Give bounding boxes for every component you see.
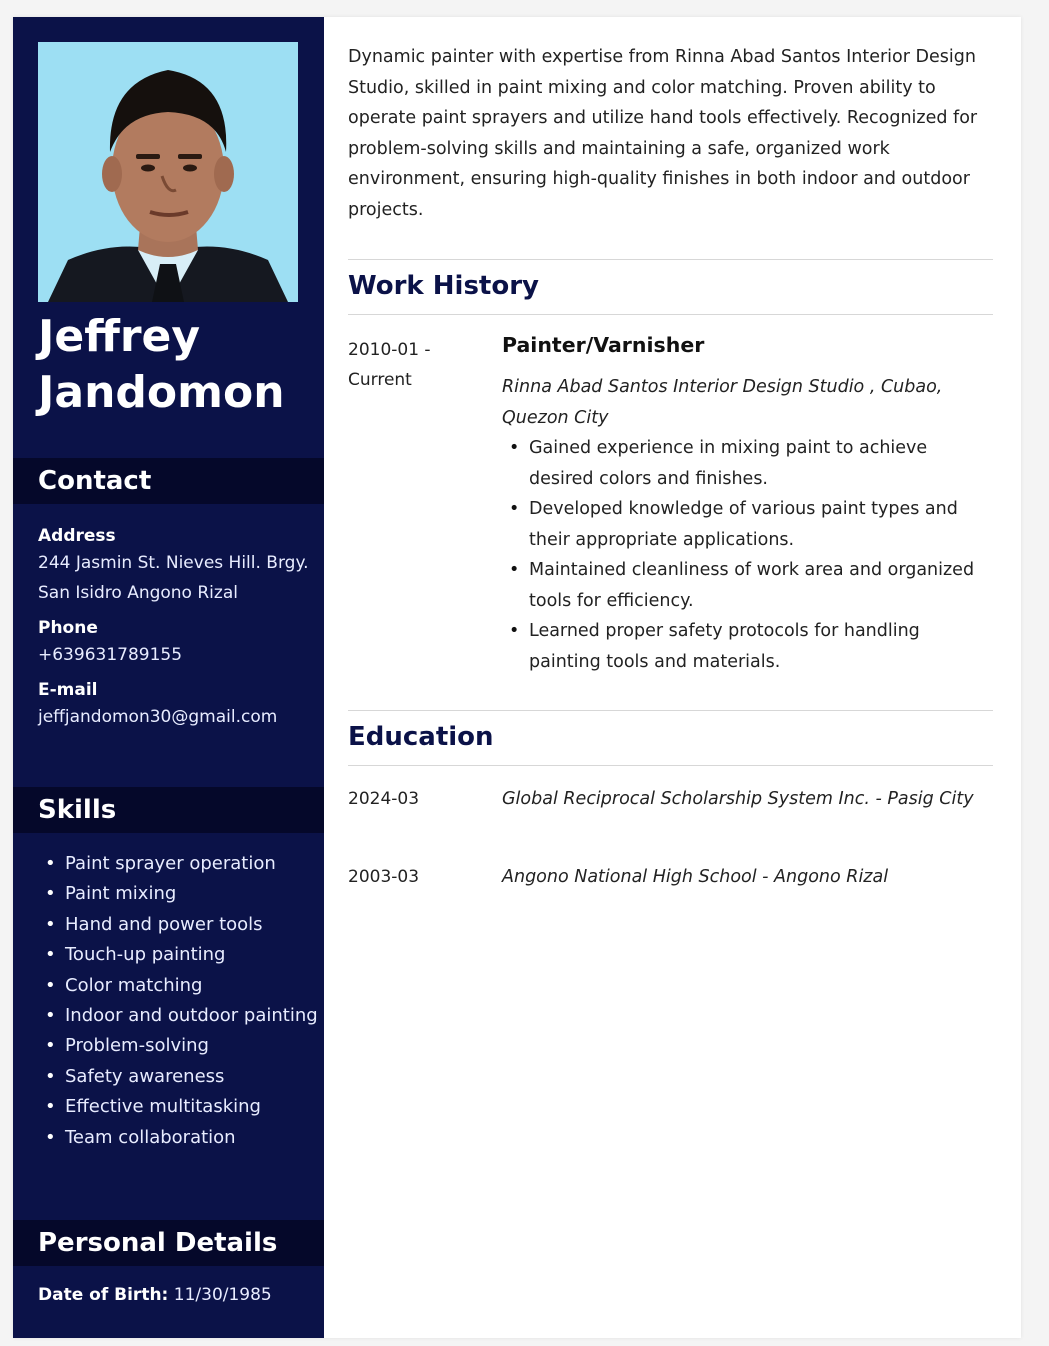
profile-photo-illustration [38,42,298,302]
first-name: Jeffrey [38,311,201,362]
phone-value: +639631789155 [38,645,183,665]
education-date: 2003-03 [348,867,420,887]
skill-item: • Team collaboration [38,1123,318,1153]
resume-page [13,17,1021,1338]
last-name: Jandomon [38,367,285,418]
skill-item: • Problem-solving [38,1031,318,1061]
education-date: 2024-03 [348,789,420,809]
skill-item: • Indoor and outdoor painting [38,1001,318,1031]
skill-item: • Paint sprayer operation [38,849,318,879]
sidebar [13,17,324,1338]
professional-summary: Dynamic painter with expertise from Rinna Abad Santos Interior Design Studio, skilled in paint mixing and color matching. Proven ability to operate paint sprayers and utilize hand tools effectively. Recognized for problem-solving skills and maintaining a safe, organized work environment, ensuring high-quality finishes in both indoor and outdoor projects. [348,47,978,220]
email-value: jeffjandomon30@gmail.com [38,707,278,727]
dob-label: Date of Birth: [38,1285,169,1305]
skill-item: • Safety awareness [38,1062,318,1092]
job-date: 2010-01 - Current [348,340,431,390]
job-duties [502,433,994,677]
profile-photo [38,42,298,302]
candidate-name [38,309,318,421]
education-school: Global Reciprocal Scholarship System Inc. - Pasig City [502,789,974,809]
work-history-title: Work History [348,271,539,301]
contact-header [13,458,324,504]
job-company: Rinna Abad Santos Interior Design Studio , Cubao, Quezon City [502,377,943,428]
skills-list [38,849,318,1153]
phone-label: Phone [38,618,98,638]
skill-item: • Paint mixing [38,879,318,909]
date-of-birth [38,1285,272,1305]
dob-value: 11/30/1985 [173,1285,272,1305]
personal-details-title: Personal Details [38,1228,278,1258]
email-label: E-mail [38,680,98,700]
duty-item: • Gained experience in mixing paint to achieve desired colors and finishes. [502,433,994,494]
skill-item: • Effective multitasking [38,1092,318,1122]
duty-item: • Maintained cleanliness of work area and organized tools for efficiency. [502,555,994,616]
divider [348,765,993,766]
divider [348,710,993,711]
duty-item: • Developed knowledge of various paint types and their appropriate applications. [502,494,994,555]
personal-details-header [13,1220,324,1266]
address-value: 244 Jasmin St. Nieves Hill. Brgy. San Isidro Angono Rizal [38,553,309,603]
divider [348,259,993,260]
address-label: Address [38,526,116,546]
job-title: Painter/Varnisher [502,333,705,357]
skills-title: Skills [38,795,117,825]
education-title: Education [348,722,494,752]
skill-item: • Color matching [38,971,318,1001]
education-school: Angono National High School - Angono Rizal [502,867,889,887]
duty-item: • Learned proper safety protocols for handling painting tools and materials. [502,616,994,677]
divider [348,314,993,315]
skill-item: • Touch-up painting [38,940,318,970]
skills-header [13,787,324,833]
skill-item: • Hand and power tools [38,910,318,940]
contact-title: Contact [38,466,152,496]
contact-section [38,524,318,740]
